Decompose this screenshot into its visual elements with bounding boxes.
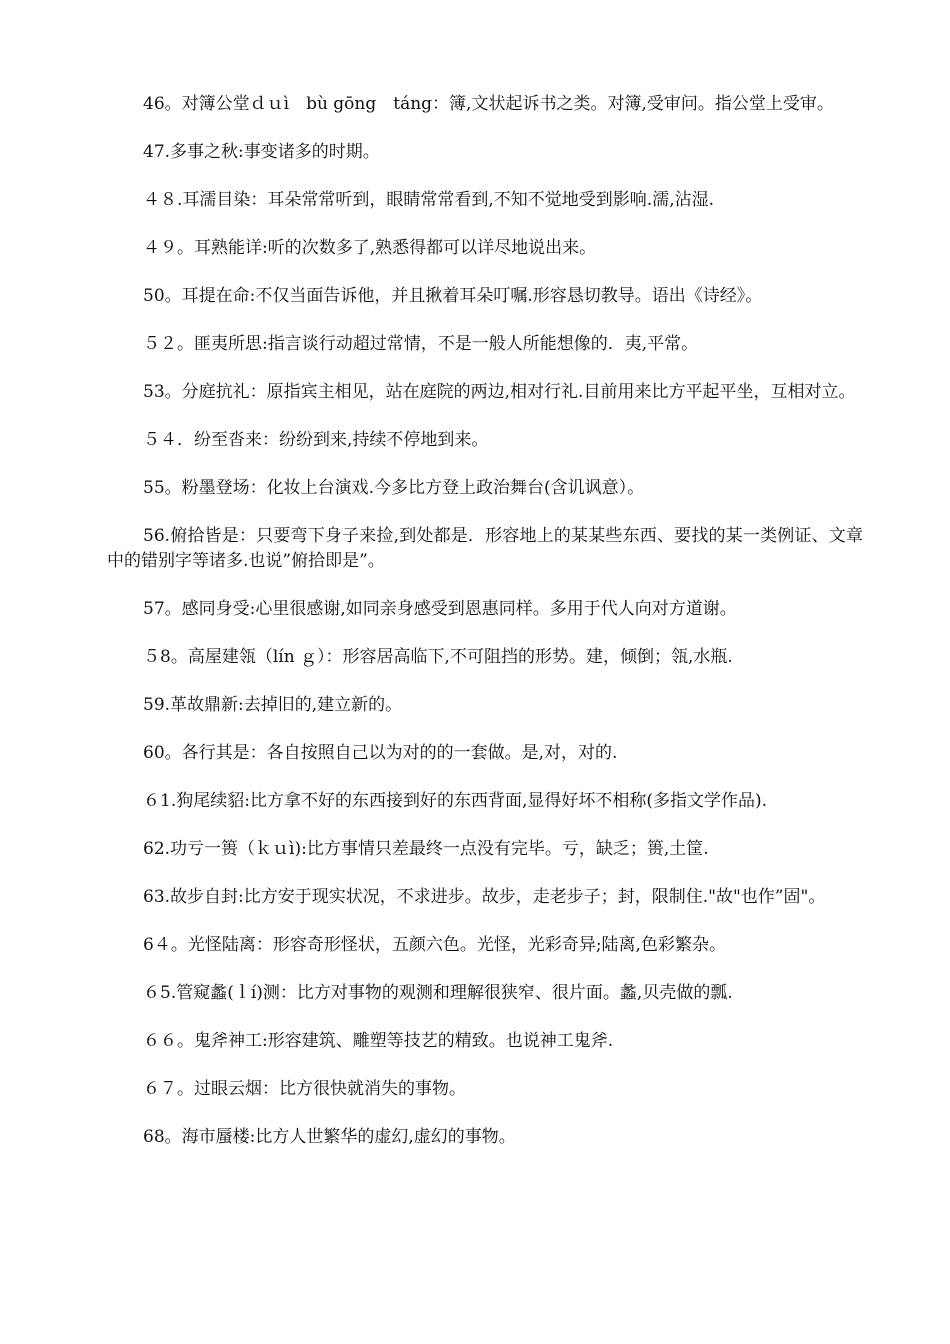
idiom-entry-54: ５４．纷至沓来：纷纷到来,持续不停地到来。 [143, 430, 489, 450]
idiom-entry-56: 56.俯拾皆是：只要弯下身子来捡,到处都是．形容地上的某某些东西、要找的某一类例证、文章中的错别字等诸多.也说”俯拾即是”。 [107, 526, 863, 571]
idiom-entry-50: 50。耳提在命:不仅当面告诉他，并且揪着耳朵叮嘱.形容恳切教导。语出《诗经》。 [143, 286, 763, 306]
idiom-entry-61: ６1.狗尾续貂:比方拿不好的东西接到好的东西背面,显得好坏不相称(多指文学作品). [143, 791, 768, 811]
idiom-entry-47: 47.多事之秋:事变诸多的时期。 [143, 142, 380, 162]
idiom-entry-58: ５8。高屋建瓴（lín ｇ）：形容居高临下,不可阻挡的形势。建，倾倒；瓴,水瓶. [143, 647, 733, 667]
idiom-entry-60: 60。各行其是：各自按照自己以为对的的一套做。是,对，对的. [143, 743, 618, 763]
idiom-entry-68: 68。海市蜃楼:比方人世繁华的虚幻,虚幻的事物。 [143, 1127, 516, 1147]
idiom-list [107, 92, 863, 1173]
idiom-entry-46: 46。对簿公堂ｄｕì bù gōng táng：簿,文状起诉书之类。对簿,受审问。指公堂上受审。 [143, 94, 834, 114]
idiom-entry-64: 6４。光怪陆离：形容奇形怪状，五颜六色。光怪，光彩奇异;陆离,色彩繁杂。 [143, 935, 726, 955]
idiom-entry-65: ６5.管窥蠡(ｌí)测：比方对事物的观测和理解很狭窄、很片面。蠡,贝壳做的瓢. [143, 983, 733, 1003]
idiom-entry-55: 55。粉墨登场：化妆上台演戏.今多比方登上政治舞台(含讥讽意）。 [143, 478, 645, 498]
idiom-entry-63: 63.故步自封:比方安于现实状况，不求进步。故步，走老步子；封，限制住."故"也作”固"。 [143, 887, 826, 907]
idiom-entry-67: ６７。过眼云烟：比方很快就消失的事物。 [143, 1079, 466, 1099]
idiom-entry-53: 53。分庭抗礼：原指宾主相见，站在庭院的两边,相对行礼.目前用来比方平起平坐，互相对立。 [143, 382, 856, 402]
idiom-entry-52: ５２。匪夷所思:指言谈行动超过常情，不是一般人所能想像的．夷,平常。 [143, 334, 699, 354]
idiom-entry-59: 59.革故鼎新:去掉旧的,建立新的。 [143, 695, 403, 715]
idiom-entry-66: ６６。鬼斧神工:形容建筑、雕塑等技艺的精致。也说神工鬼斧. [143, 1031, 614, 1051]
idiom-entry-57: 57。感同身受:心里很感谢,如同亲身感受到恩惠同样。多用于代人向对方道谢。 [143, 599, 737, 619]
idiom-entry-48: ４８.耳濡目染：耳朵常常听到，眼睛常常看到,不知不觉地受到影响.濡,沾湿. [143, 190, 715, 210]
idiom-entry-62: 62.功亏一篑（ｋｕì):比方事情只差最终一点没有完毕。亏，缺乏；篑,土筐. [143, 839, 709, 859]
idiom-entry-49: ４９。耳熟能详:听的次数多了,熟悉得都可以详尽地说出来。 [143, 238, 597, 258]
